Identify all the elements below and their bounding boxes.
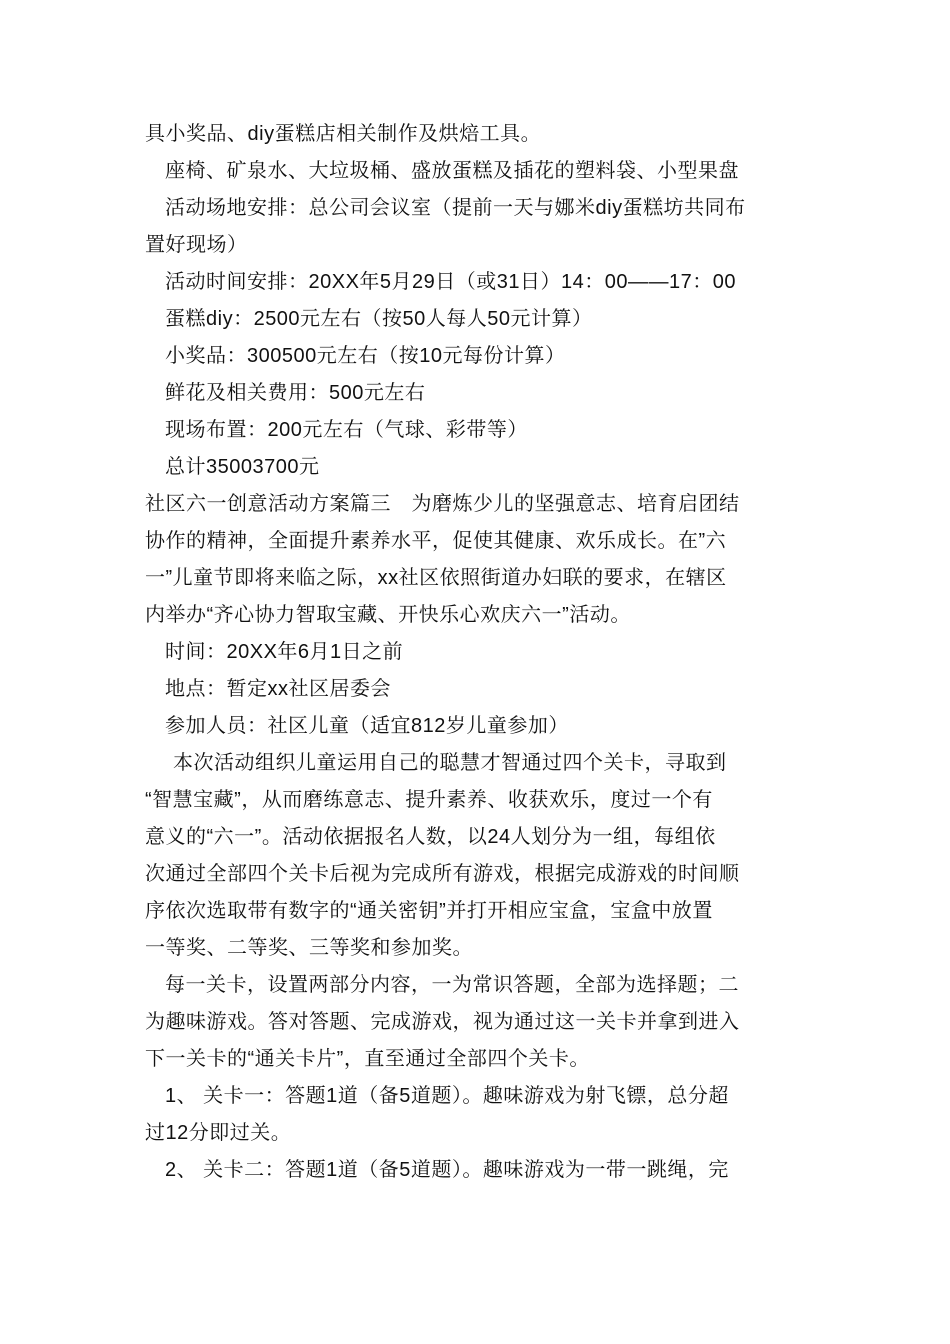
text-line: 蛋糕diy：2500元左右（按50人每人50元计算） (165, 308, 593, 330)
text-line: 具小奖品、diy蛋糕店相关制作及烘焙工具。 (145, 123, 542, 145)
document-page (145, 116, 810, 1189)
text-line: 小奖品：300500元左右（按10元每份计算） (165, 345, 566, 367)
text-line: 次通过全部四个关卡后视为完成所有游戏，根据完成游戏的时间顺 (145, 863, 740, 885)
section-heading-line: 社区六一创意活动方案篇三 为磨炼少儿的坚强意志、培育启团结 (145, 493, 740, 515)
text-line: 座椅、矿泉水、大垃圾桶、盛放蛋糕及插花的塑料袋、小型果盘 (165, 160, 739, 182)
text-line: 一等奖、二等奖、三等奖和参加奖。 (145, 937, 473, 959)
text-line: 过12分即过关。 (145, 1122, 292, 1144)
text-line: 本次活动组织儿童运用自己的聪慧才智通过四个关卡，寻取到 (173, 752, 727, 774)
text-line: 总计35003700元 (165, 456, 320, 478)
list-item-line: 2、 关卡二：答题1道（备5道题）。趣味游戏为一带一跳绳，完 (165, 1159, 729, 1181)
text-line: 意义的“六一”。活动依据报名人数，以24人划分为一组，每组依 (145, 826, 716, 848)
text-line: 鲜花及相关费用：500元左右 (165, 382, 426, 404)
text-line: 现场布置：200元左右（气球、彩带等） (165, 419, 528, 441)
text-line: 置好现场） (145, 234, 248, 256)
list-item-line: 1、 关卡一：答题1道（备5道题）。趣味游戏为射飞镖，总分超 (165, 1085, 729, 1107)
text-line: 活动场地安排：总公司会议室（提前一天与娜米diy蛋糕坊共同布 (165, 197, 746, 219)
text-line: 内举办“齐心协力智取宝藏、开快乐心欢庆六一”活动。 (145, 604, 631, 626)
text-line: 参加人员：社区儿童（适宜812岁儿童参加） (165, 715, 569, 737)
text-line: “智慧宝藏”，从而磨练意志、提升素养、收获欢乐，度过一个有 (145, 789, 713, 811)
text-line: 为趣味游戏。答对答题、完成游戏，视为通过这一关卡并拿到进入 (145, 1011, 740, 1033)
text-line: 一”儿童节即将来临之际，xx社区依照街道办妇联的要求，在辖区 (145, 567, 727, 589)
text-line: 序依次选取带有数字的“通关密钥”并打开相应宝盒，宝盒中放置 (145, 900, 713, 922)
text-line: 时间：20XX年6月1日之前 (165, 641, 404, 663)
text-line: 下一关卡的“通关卡片”，直至通过全部四个关卡。 (145, 1048, 590, 1070)
text-line: 地点：暂定xx社区居委会 (165, 678, 391, 700)
text-line: 活动时间安排：20XX年5月29日（或31日）14：00——17：00 (165, 271, 737, 293)
text-line: 协作的精神，全面提升素养水平，促使其健康、欢乐成长。在”六 (145, 530, 727, 552)
text-line: 每一关卡，设置两部分内容，一为常识答题，全部为选择题；二 (165, 974, 739, 996)
